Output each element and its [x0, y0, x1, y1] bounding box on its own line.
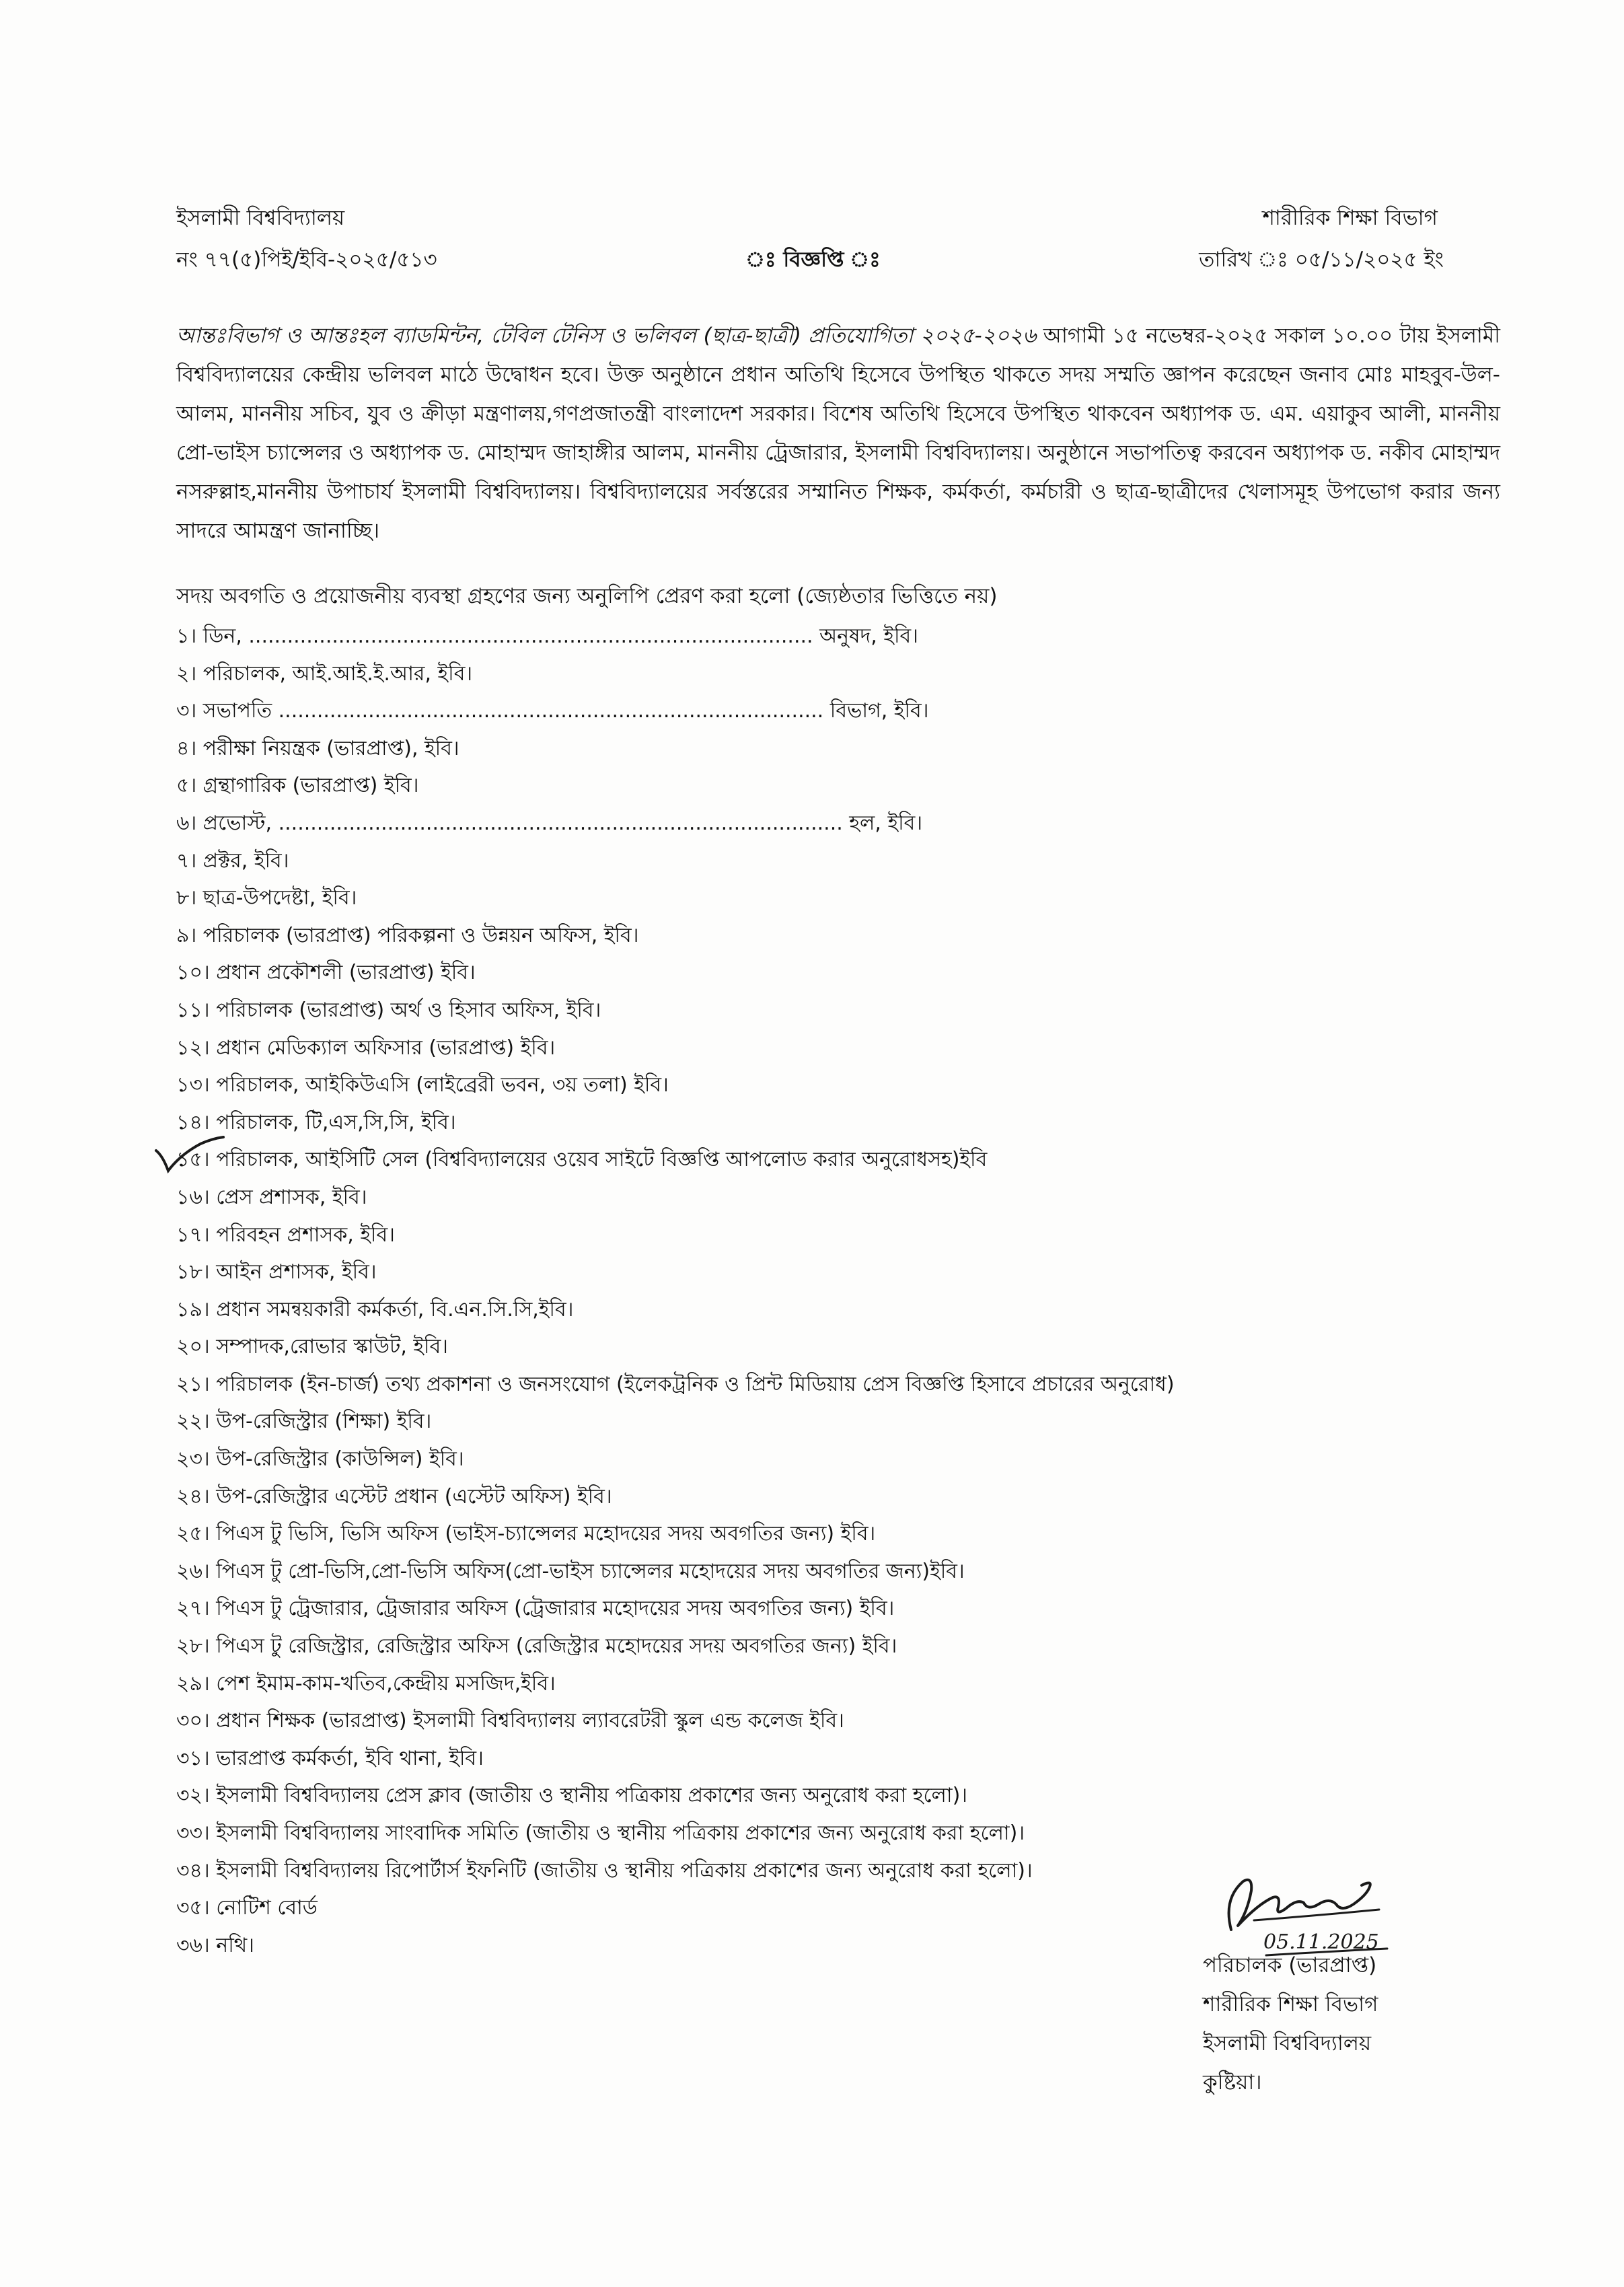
signatory-department: শারীরিক শিক্ষা বিভাগ — [1203, 1992, 1378, 2017]
cc-item-text: পরিবহন প্রশাসক, ইবি। — [216, 1223, 395, 1247]
cc-item-text: প্রধান মেডিক্যাল অফিসার (ভারপ্রাপ্ত) ইবি। — [216, 1036, 556, 1060]
cc-item-number: ৬। — [176, 811, 197, 835]
cc-item-number: ২৬। — [176, 1559, 210, 1583]
cc-list-item — [176, 767, 1454, 805]
cc-item-text: ডিন, ........................................................................................ অনুষদ, ইবি। — [202, 624, 918, 648]
cc-item-text: পরিচালক, টি,এস,সি,সি, ইবি। — [216, 1110, 456, 1134]
cc-list-item — [176, 842, 1454, 880]
cc-item-text: পিএস টু ভিসি, ভিসি অফিস (ভাইস-চ্যান্সেলর মহোদয়ের সদয় অবগতির জন্য) ইবি। — [216, 1522, 876, 1546]
cc-item-number: ১৫। — [176, 1148, 210, 1172]
cc-item-number: ৩৫। — [176, 1896, 210, 1920]
cc-item-text: পিএস টু প্রো-ভিসি,প্রো-ভিসি অফিস(প্রো-ভাইস চ্যান্সেলর মহোদয়ের সদয় অবগতির জন্য)ইবি। — [216, 1559, 965, 1583]
cc-item-text: প্রক্টর, ইবি। — [202, 848, 289, 873]
cc-item-number: ১। — [176, 624, 197, 648]
cc-list-item — [176, 1628, 1454, 1665]
cc-list-item — [176, 1254, 1454, 1291]
cc-item-text: উপ-রেজিস্ট্রার (শিক্ষা) ইবি। — [216, 1410, 432, 1434]
cc-item-text: উপ-রেজিস্ট্রার এস্টেট প্রধান (এস্টেট অফিস) ইবি। — [216, 1484, 612, 1509]
cc-item-number: ৭। — [176, 848, 197, 873]
cc-list-item — [176, 1366, 1454, 1404]
cc-item-number: ২৪। — [176, 1484, 210, 1509]
cc-list-item — [176, 1179, 1454, 1217]
cc-item-text: ইসলামী বিশ্ববিদ্যালয় রিপোর্টার্স ইফনিটি (জাতীয় ও স্থানীয় পত্রিকায় প্রকাশের জন্য অনুরোধ করা হলো)। — [216, 1858, 1033, 1883]
cc-list-item — [176, 917, 1454, 955]
cc-item-text: পেশ ইমাম-কাম-খতিব,কেন্দ্রীয় মসজিদ,ইবি। — [216, 1671, 556, 1696]
cc-item-text: গ্রন্থাগারিক (ভারপ্রাপ্ত) ইবি। — [202, 774, 419, 798]
cc-intro: সদয় অবগতি ও প্রয়োজনীয় ব্যবস্থা গ্রহণের জন্য অনুলিপি প্রেরণ করা হলো (জ্যেষ্ঠতার ভিত্তিতে নয়) — [176, 584, 998, 608]
cc-list-item — [176, 1141, 1454, 1179]
cc-item-text: পিএস টু ট্রেজারার, ট্রেজারার অফিস (ট্রেজারার মহোদয়ের সদয় অবগতির জন্য) ইবি। — [216, 1597, 895, 1621]
cc-list-item — [176, 1815, 1454, 1852]
cc-list-item — [176, 805, 1454, 842]
event-name: আন্তঃবিভাগ ও আন্তঃহল ব্যাডমিন্টন, টেবিল টেনিস ও ভলিবল (ছাত্র-ছাত্রী) প্রতিযোগিতা ২০২৫-২০২৬ — [176, 324, 1037, 348]
cc-item-number: ২৩। — [176, 1447, 210, 1472]
cc-list-item — [176, 1441, 1454, 1478]
cc-item-text: প্রধান শিক্ষক (ভারপ্রাপ্ত) ইসলামী বিশ্ববিদ্যালয় ল্যাবরেটরী স্কুল এন্ড কলেজ ইবি। — [216, 1709, 844, 1733]
cc-item-number: ৩৩। — [176, 1821, 210, 1845]
cc-item-text: পরিচালক (ইন-চার্জ) তথ্য প্রকাশনা ও জনসংযোগ (ইলেকট্রনিক ও প্রিন্ট মিডিয়ায় প্রেস বিজ্ঞপ্তি হিসাবে প্রচারের অনুরোধ) — [216, 1372, 1175, 1396]
cc-list-item — [176, 1665, 1454, 1703]
cc-item-number: ১৬। — [176, 1185, 210, 1209]
cc-item-text: পরীক্ষা নিয়ন্ত্রক (ভারপ্রাপ্ত), ইবি। — [202, 736, 459, 760]
cc-list-item — [176, 1403, 1454, 1441]
cc-item-text: আইন প্রশাসক, ইবি। — [216, 1260, 377, 1284]
cc-item-number: ৯। — [176, 923, 197, 947]
cc-item-number: ১৩। — [176, 1073, 210, 1097]
cc-item-number: ১৮। — [176, 1260, 210, 1284]
checkmark-icon — [153, 1136, 227, 1176]
notice-date: তারিখ ঃ ০৫/১১/২০২৫ ইং — [1199, 248, 1444, 272]
cc-list-item — [176, 692, 1454, 730]
cc-item-text: পরিচালক (ভারপ্রাপ্ত) পরিকল্পনা ও উন্নয়ন অফিস, ইবি। — [202, 923, 639, 947]
cc-list-item — [176, 1590, 1454, 1628]
department-name: শারীরিক শিক্ষা বিভাগ — [1262, 206, 1438, 230]
notice-title: ঃ বিজ্ঞপ্তি ঃ — [745, 248, 881, 272]
cc-item-text: প্রভোস্ট, ........................................................................................ হল, ইবি। — [202, 811, 923, 835]
cc-item-number: ১৯। — [176, 1297, 210, 1321]
signatory-block — [1203, 1946, 1378, 2102]
cc-item-number: ১৭। — [176, 1223, 210, 1247]
cc-item-text: উপ-রেজিস্ট্রার (কাউন্সিল) ইবি। — [216, 1447, 464, 1472]
cc-list-item — [176, 655, 1454, 693]
cc-item-text: সভাপতি ..................................................................................... বিভাগ, ইবি। — [202, 699, 929, 723]
cc-item-number: ৫। — [176, 774, 197, 798]
cc-item-number: ২১। — [176, 1372, 210, 1396]
cc-item-number: ১২। — [176, 1036, 210, 1060]
cc-list-item — [176, 1217, 1454, 1254]
notice-text: আগামী ১৫ নভেম্বর-২০২৫ সকাল ১০.০০ টায় ইসলামী বিশ্ববিদ্যালয়ের কেন্দ্রীয় ভলিবল মাঠে উদ্বোধন হবে। উক্ত অনুষ্ঠানে প্রধান অতিথি হিসেবে উপস্থিত থাকতে সদয় সম্মতি জ্ঞাপন করেছেন জনাব মোঃ মাহবুব-উল-আলম, মাননীয় সচিব, যুব ও ক্রীড়া মন্ত্রণালয়,গণপ্রজাতন্ত্রী বাংলাদেশ সরকার। বিশেষ অতিথি হিসেবে উপস্থিত থাকবেন অধ্যাপক ড. এম. এয়াকুব আলী, মাননীয় প্রো-ভাইস চ্যান্সেলর ও অধ্যাপক ড. মোহাম্মদ জাহাঙ্গীর আলম, মাননীয় ট্রেজারার, ইসলামী বিশ্ববিদ্যালয়। অনুষ্ঠানে সভাপতিত্ব করবেন অধ্যাপক ড. নকীব মোহাম্মদ নসরুল্লাহ,মাননীয় উপাচার্য ইসলামী বিশ্ববিদ্যালয়। বিশ্ববিদ্যালয়ের সর্বস্তরের সম্মানিত শিক্ষক, কর্মকর্তা, কর্মচারী ও ছাত্র-ছাত্রীদের খেলাসমূহ উপভোগ করার জন্য সাদরে আমন্ত্রণ জানাচ্ছি। — [176, 324, 1501, 543]
cc-item-number: ১১। — [176, 998, 210, 1022]
cc-item-text: প্রধান সমন্বয়কারী কর্মকর্তা, বি.এন.সি.সি,ইবি। — [216, 1297, 574, 1321]
cc-item-number: ২৫। — [176, 1522, 210, 1546]
cc-list-item — [176, 1066, 1454, 1104]
cc-item-text: পরিচালক (ভারপ্রাপ্ত) অর্থ ও হিসাব অফিস, ইবি। — [216, 998, 601, 1022]
cc-item-text: পরিচালক, আইকিউএসি (লাইব্রেরী ভবন, ৩য় তলা) ইবি। — [216, 1073, 669, 1097]
cc-list-item — [176, 1478, 1454, 1516]
cc-list-item — [176, 1777, 1454, 1815]
cc-item-number: ৩১। — [176, 1746, 210, 1770]
cc-item-number: ২০। — [176, 1335, 210, 1359]
cc-item-text: প্রধান প্রকৌশলী (ভারপ্রাপ্ত) ইবি। — [216, 961, 476, 985]
cc-list — [176, 618, 1454, 1964]
cc-item-number: ২। — [176, 661, 197, 686]
cc-list-item — [176, 618, 1454, 655]
cc-item-text: পিএস টু রেজিস্ট্রার, রেজিস্ট্রার অফিস (রেজিস্ট্রার মহোদয়ের সদয় অবগতির জন্য) ইবি। — [216, 1634, 897, 1659]
cc-item-number: ২৭। — [176, 1597, 210, 1621]
cc-item-text: প্রেস প্রশাসক, ইবি। — [216, 1185, 367, 1209]
cc-list-item — [176, 1702, 1454, 1740]
cc-list-item — [176, 879, 1454, 917]
cc-item-number: ২৮। — [176, 1634, 210, 1659]
cc-list-item — [176, 1029, 1454, 1067]
cc-list-item — [176, 1328, 1454, 1366]
cc-item-text: ভারপ্রাপ্ত কর্মকর্তা, ইবি থানা, ইবি। — [216, 1746, 484, 1770]
cc-item-number: ৮। — [176, 886, 197, 910]
organization-name: ইসলামী বিশ্ববিদ্যালয় — [176, 206, 345, 230]
notice-body — [176, 316, 1500, 550]
cc-item-text: ইসলামী বিশ্ববিদ্যালয় প্রেস ক্লাব (জাতীয় ও স্থানীয় পত্রিকায় প্রকাশের জন্য অনুরোধ করা হলো)। — [216, 1784, 968, 1808]
cc-list-item — [176, 1104, 1454, 1142]
cc-item-number: ৩৬। — [176, 1933, 210, 1957]
reference-number: নং ৭৭(৫)পিই/ইবি-২০২৫/৫১৩ — [176, 248, 437, 272]
signatory-university: ইসলামী বিশ্ববিদ্যালয় — [1203, 2031, 1372, 2056]
signature-date: 05.11.2025 — [1263, 1930, 1379, 1954]
signatory-designation: পরিচালক (ভারপ্রাপ্ত) — [1203, 1953, 1377, 1977]
cc-item-number: ৩০। — [176, 1709, 210, 1733]
cc-item-text: নথি। — [216, 1933, 254, 1957]
signatory-location: কুষ্টিয়া। — [1203, 2070, 1262, 2095]
cc-item-text: নোটিশ বোর্ড — [216, 1896, 318, 1920]
cc-item-number: ৩২। — [176, 1784, 210, 1808]
cc-item-text: পরিচালক, আই.আই.ই.আর, ইবি। — [202, 661, 473, 686]
cc-list-item — [176, 1291, 1454, 1329]
cc-item-text: পরিচালক, আইসিটি সেল (বিশ্ববিদ্যালয়ের ওয়েব সাইটে বিজ্ঞপ্তি আপলোড করার অনুরোধসহ)ইবি — [216, 1148, 988, 1172]
cc-list-item — [176, 992, 1454, 1029]
cc-list-item — [176, 1515, 1454, 1553]
cc-item-number: ৩৪। — [176, 1858, 210, 1883]
cc-item-number: ২৯। — [176, 1671, 210, 1696]
cc-item-number: ২২। — [176, 1410, 210, 1434]
cc-item-number: ১০। — [176, 961, 210, 985]
cc-item-text: সম্পাদক,রোভার স্কাউট, ইবি। — [216, 1335, 449, 1359]
cc-item-text: ইসলামী বিশ্ববিদ্যালয় সাংবাদিক সমিতি (জাতীয় ও স্থানীয় পত্রিকায় প্রকাশের জন্য অনুরোধ করা হলো)। — [216, 1821, 1025, 1845]
cc-item-number: ৩। — [176, 699, 197, 723]
cc-list-item — [176, 730, 1454, 768]
cc-item-number: ১৪। — [176, 1110, 210, 1134]
cc-list-item — [176, 954, 1454, 992]
cc-item-number: ৪। — [176, 736, 197, 760]
cc-list-item — [176, 1553, 1454, 1591]
cc-list-item — [176, 1740, 1454, 1778]
cc-item-text: ছাত্র-উপদেষ্টা, ইবি। — [202, 886, 357, 910]
